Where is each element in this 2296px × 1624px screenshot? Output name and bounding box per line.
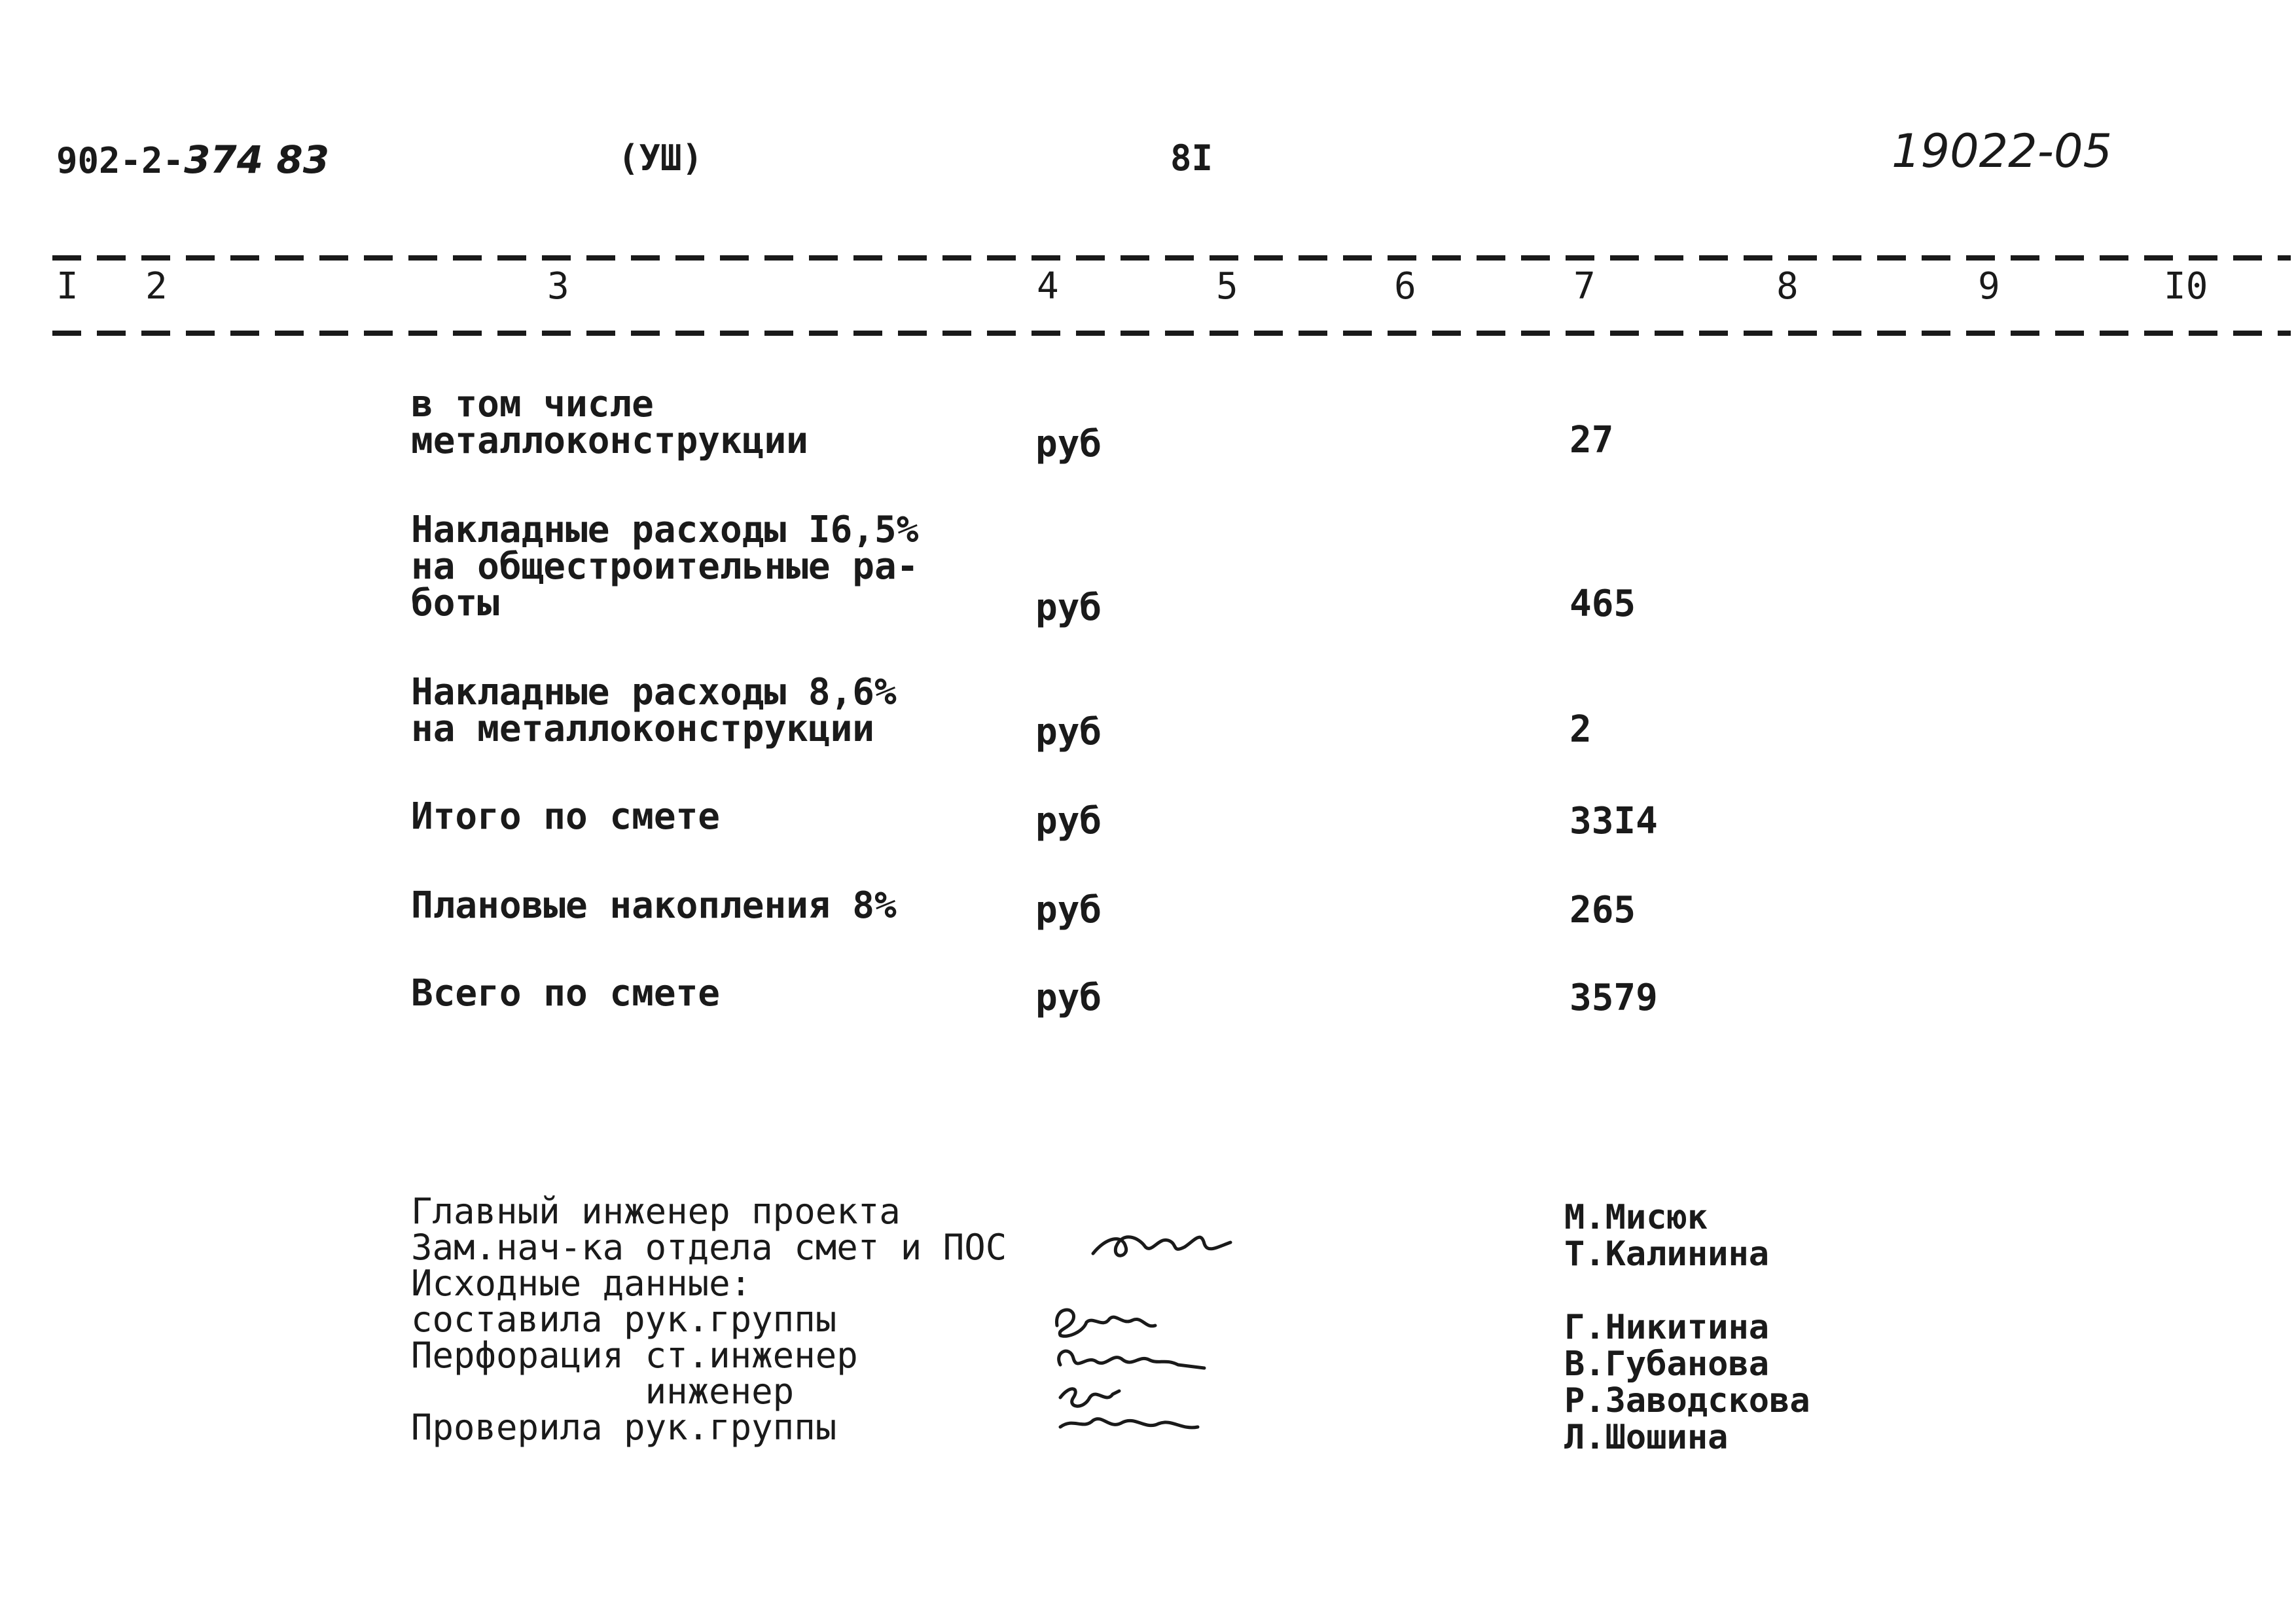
column-number-2: 2	[145, 265, 168, 308]
handwritten-signature-2	[1047, 1299, 1217, 1450]
row-estimate-total-unit: руб	[1035, 800, 1102, 842]
row-steel-structures-label: в том числе металлоконструкции	[411, 383, 808, 462]
signature-roles: Главный инженер проекта Зам.нач-ка отдела смет и ПОС Исходные данные: составила рук.группы Перфорация ст.инженер инженер Проверила рук.группы	[411, 1191, 1007, 1448]
row-overhead-steel-unit: руб	[1035, 711, 1102, 753]
page-number: 8I	[1170, 137, 1213, 179]
column-number-6: 6	[1394, 265, 1416, 308]
column-number-5: 5	[1216, 265, 1238, 308]
table-header-rule	[52, 331, 2291, 336]
row-grand-total-unit: руб	[1035, 977, 1102, 1019]
row-steel-structures-unit: руб	[1035, 423, 1102, 465]
row-estimate-total-value: 33I4	[1570, 800, 1658, 842]
row-planned-savings-value: 265	[1570, 889, 1636, 931]
row-overhead-steel-label: Накладные расходы 8,6% на металлоконструкции	[411, 671, 897, 750]
row-grand-total-label: Всего по смете	[411, 972, 721, 1015]
row-planned-savings-label: Плановые накопления 8%	[411, 884, 897, 927]
handwritten-signature-1	[1086, 1218, 1244, 1270]
row-overhead-steel-value: 2	[1570, 708, 1592, 751]
column-number-1: I	[56, 265, 79, 308]
row-overhead-general-label: Накладные расходы I6,5% на общестроительные ра- боты	[411, 509, 919, 624]
section-number: (УШ)	[618, 137, 704, 179]
row-grand-total-value: 3579	[1570, 977, 1658, 1019]
column-number-10: I0	[2164, 265, 2208, 308]
column-number-7: 7	[1573, 265, 1596, 308]
column-number-9: 9	[1978, 265, 2000, 308]
inventory-number: 19022-05	[1892, 124, 2113, 178]
signature-names-team: Г.Никитина В.Губанова Р.Заводскова Л.Шошина	[1564, 1308, 1810, 1457]
document-code	[56, 137, 329, 182]
row-planned-savings-unit: руб	[1035, 889, 1102, 931]
column-number-8: 8	[1776, 265, 1799, 308]
column-number-3: 3	[547, 265, 569, 308]
row-estimate-total-label: Итого по смете	[411, 795, 721, 838]
document-code-handwritten: 374 83	[184, 137, 330, 182]
column-number-4: 4	[1037, 265, 1059, 308]
signature-names-management: М.Мисюк Т.Калинина	[1564, 1198, 1770, 1274]
row-overhead-general-unit: руб	[1035, 586, 1102, 629]
document-code-printed: 902-2-	[56, 140, 185, 181]
row-overhead-general-value: 465	[1570, 583, 1636, 625]
row-steel-structures-value: 27	[1570, 419, 1614, 461]
table-top-rule	[52, 255, 2291, 261]
